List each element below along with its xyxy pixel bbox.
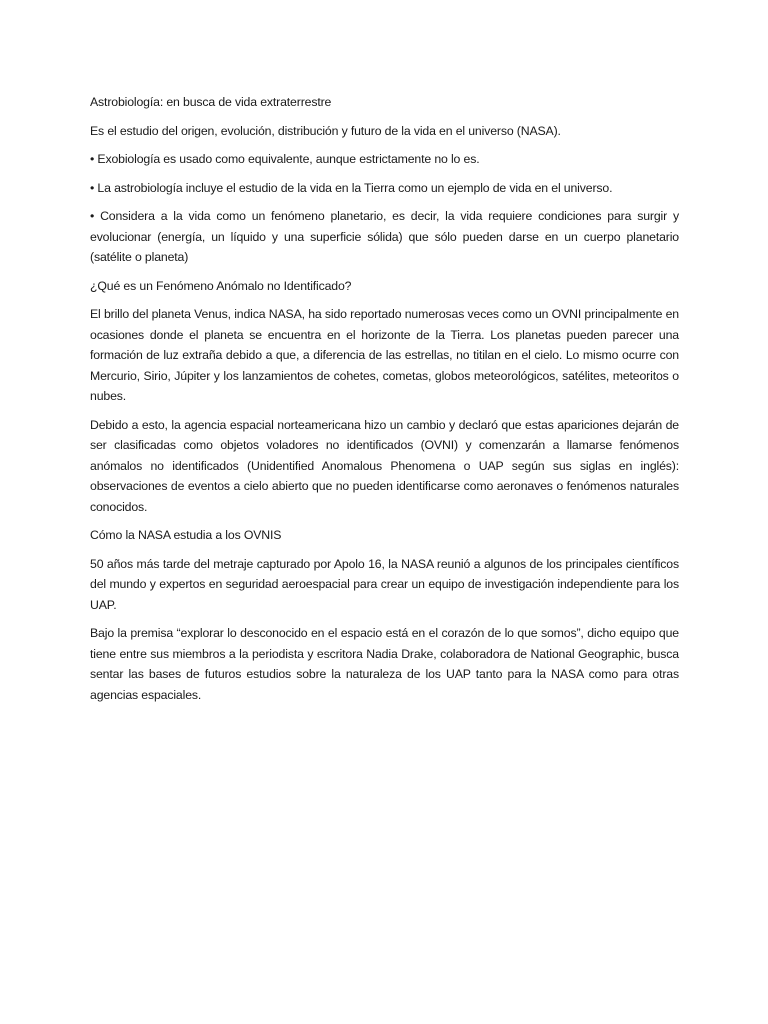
bullet-item-exobiologia: • Exobiología es usado como equivalente, aunque estrictamente no lo es. <box>90 152 480 166</box>
bullet-item-fenomeno-planetario: • Considera a la vida como un fenómeno planetario, es decir, la vida requiere condiciones para surgir y evolucionar (energía, un líquido y una superficie sólida) que sólo pueden darse en un cuerpo planetario (satélite o planeta) <box>90 209 679 264</box>
paragraph-apolo-16: 50 años más tarde del metraje capturado por Apolo 16, la NASA reunió a algunos de los principales científicos del mundo y expertos en seguridad aeroespacial para crear un equipo de investigación independiente para los UAP. <box>90 556 679 612</box>
section-heading-nasa-ovnis: Cómo la NASA estudia a los OVNIS <box>90 528 282 542</box>
section-heading-fenomeno-anomalo: ¿Qué es un Fenómeno Anómalo no Identificado? <box>90 278 352 293</box>
bullet-item-astrobiologia: • La astrobiología incluye el estudio de la vida en la Tierra como un ejemplo de vida en el universo. <box>90 180 613 195</box>
paragraph-uap-rename: Debido a esto, la agencia espacial norteamericana hizo un cambio y declaró que estas apariciones dejarán de ser clasificadas como objetos voladores no identificados (OVNI) y comenzarán a llamarse fenómenos anómalos no identificados (Unidentified Anomalous Phenomena o UAP según sus siglas en inglés): observaciones de eventos a cielo abierto que no pueden identificarse como aeronaves o fenómenos naturales conocidos. <box>90 417 679 514</box>
paragraph-definition: Es el estudio del origen, evolución, distribución y futuro de la vida en el universo (NASA). <box>90 123 561 138</box>
paragraph-premisa: Bajo la premisa “explorar lo desconocido en el espacio está en el corazón de lo que somos”, dicho equipo que tiene entre sus miembros a la periodista y escritora Nadia Drake, colaboradora de National Geographic, busca sentar las bases de futuros estudios sobre la naturaleza de los UAP tanto para la NASA como para otras agencias espaciales. <box>90 626 679 702</box>
document-body <box>90 92 679 713</box>
section-heading-astrobiologia: Astrobiología: en busca de vida extraterrestre <box>90 95 332 109</box>
paragraph-venus: El brillo del planeta Venus, indica NASA, ha sido reportado numerosas veces como un OVNI principalmente en ocasiones donde el planeta se encuentra en el horizonte de la Tierra. Los planetas pueden parecer una formación de luz extraña debido a que, a diferencia de las estrellas, no titilan en el cielo. Lo mismo ocurre con Mercurio, Sirio, Júpiter y los lanzamientos de cohetes, cometas, globos meteorológicos, satélites, meteoritos o nubes. <box>90 307 679 403</box>
